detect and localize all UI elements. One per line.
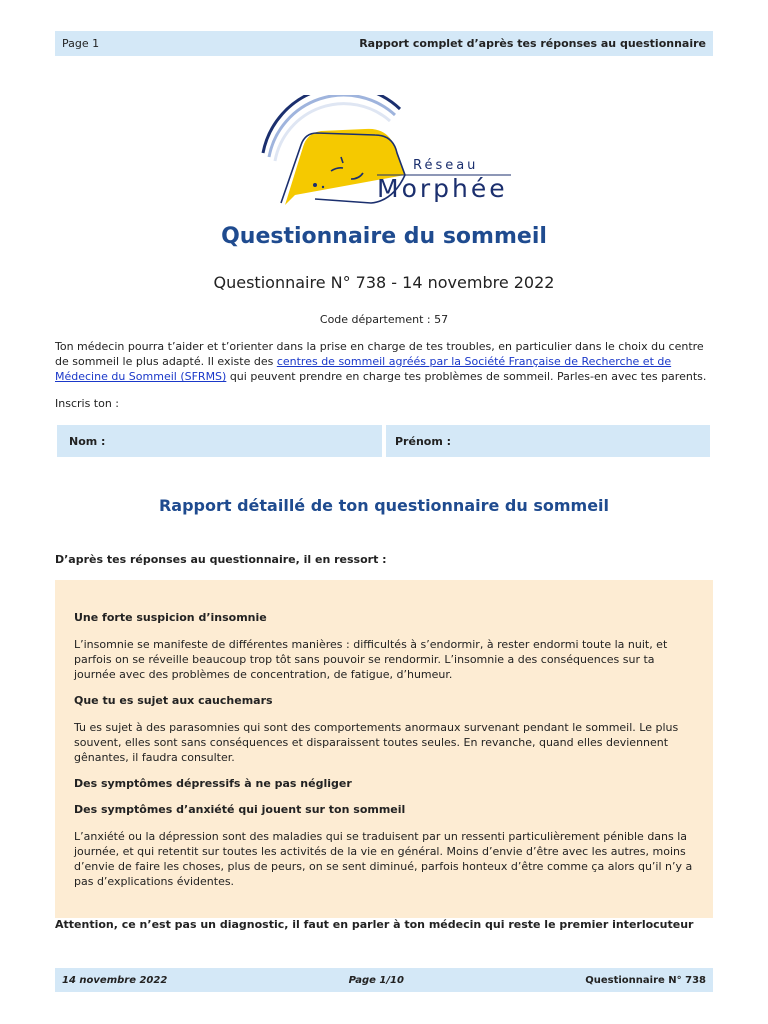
reseau-morphee-logo bbox=[255, 95, 515, 207]
anxiety-title: Des symptômes d’anxiété qui jouent sur ton sommeil bbox=[74, 803, 406, 816]
depression-title: Des symptômes dépressifs à ne pas négliger bbox=[74, 777, 352, 790]
report-title: Rapport détaillé de ton questionnaire du sommeil bbox=[158, 496, 610, 515]
code-departement: Code département : 57 bbox=[319, 313, 449, 326]
nom-label: Nom : bbox=[69, 434, 106, 448]
warning-text: Attention, ce n’est pas un diagnostic, il faut en parler à ton médecin qui reste le premier interlocuteur bbox=[55, 918, 694, 931]
insomnia-text: L’insomnie se manifeste de différentes manières : difficultés à s’endormir, à rester endormi toute la nuit, et parfois on se réveille beaucoup trop tôt sans pouvoir se rendormir. L’insomnie a des conséquences sur ta journée avec des problèmes de concentration, de fatigue, d’humeur. bbox=[74, 638, 668, 681]
header-title: Rapport complet d’après tes réponses au questionnaire bbox=[359, 37, 706, 50]
report-box bbox=[55, 580, 713, 918]
anxiety-text: L’anxiété ou la dépression sont des maladies qui se traduisent par un ressenti particulièrement pénible dans la journée, et qui retentit sur toutes les activités de la vie en général. Moins d’envie d’être avec les autres, moins d’envie de faire les choses, plus de peurs, on se sent diminué, parfois honteux d’être comme ça alors qu’il n’y a pas d’explications évidentes. bbox=[74, 830, 693, 888]
footer-page: Page 1/10 bbox=[348, 974, 404, 986]
intro-text-after: qui peuvent prendre en charge tes problèmes de sommeil. Parles-en avec tes parents. bbox=[226, 370, 707, 383]
page-header bbox=[55, 31, 713, 56]
sfrms-link[interactable]: centres de sommeil agréés par la Société Française de Recherche et de Médecine du Sommeil (SFRMS) bbox=[55, 355, 672, 383]
nightmares-title: Que tu es sujet aux cauchemars bbox=[74, 694, 273, 707]
intro-text-before: Ton médecin pourra t’aider et t’orienter dans la prise en charge de tes troubles, en particulier dans le choix du centre de sommeil le plus adapté. Il existe des bbox=[55, 340, 704, 368]
report-intro: D’après tes réponses au questionnaire, il en ressort : bbox=[55, 553, 387, 566]
prenom-label: Prénom : bbox=[395, 434, 452, 448]
insomnia-title: Une forte suspicion d’insomnie bbox=[74, 611, 267, 624]
header-page: Page 1 bbox=[62, 37, 100, 50]
logo-morphee-text: Morphée bbox=[377, 174, 508, 203]
logo-reseau-text: Réseau bbox=[413, 158, 479, 173]
footer-date: 14 novembre 2022 bbox=[62, 974, 168, 986]
page-footer bbox=[55, 968, 713, 992]
footer-number: Questionnaire N° 738 bbox=[585, 974, 706, 986]
inscris-label: Inscris ton : bbox=[55, 397, 120, 410]
page-title: Questionnaire du sommeil bbox=[221, 224, 547, 249]
prenom-field[interactable] bbox=[386, 425, 710, 457]
nom-field[interactable] bbox=[57, 425, 382, 457]
nightmares-text: Tu es sujet à des parasomnies qui sont des comportements anormaux survenant pendant le sommeil. Le plus souvent, elles sont sans conséquences et disparaissent toutes seules. En revanche, quand elles deviennent gênantes, il faudra consulter. bbox=[74, 721, 679, 764]
questionnaire-subtitle: Questionnaire N° 738 - 14 novembre 2022 bbox=[213, 273, 555, 292]
intro-paragraph bbox=[55, 339, 715, 384]
